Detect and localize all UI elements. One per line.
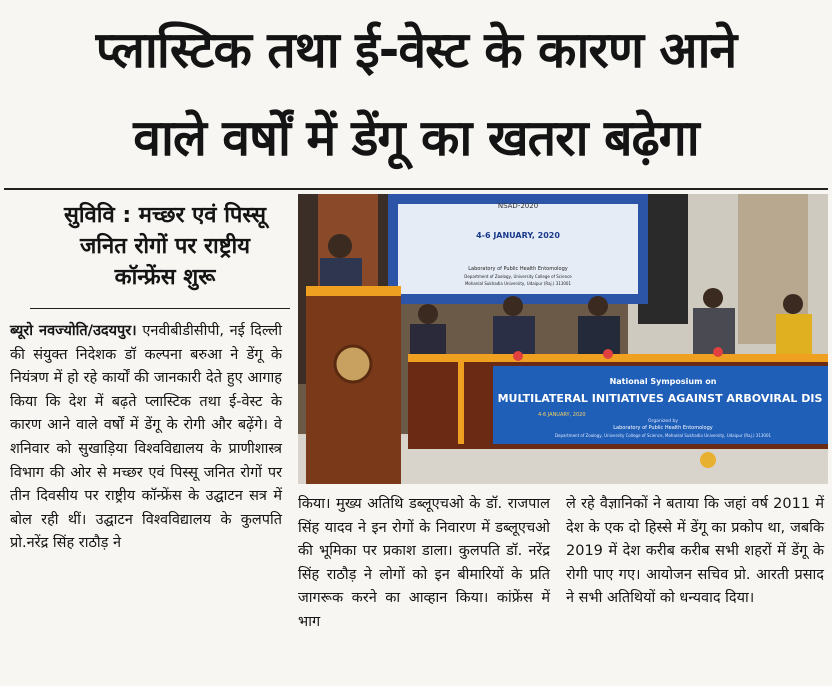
article-text-right: ले रहे वैज्ञानिकों ने बताया कि जहां वर्ष 2011 में देश के एक दो हिस्से में डेंगू का प्रकोप था, जबकि 2019 में देश करीब करीब सभी शहरों में डेंगू के रोगी पाए गए। आयोजन सचिव प्रो. आरती प्रसाद ने सभी अतिथियों को धन्यवाद दिया। bbox=[566, 496, 824, 607]
banner-org-3: Department of Zoology, University College of Science, Mohanlal Sukhadia University, Udaipur (Raj.) 313001 bbox=[554, 433, 772, 438]
headline-line-2: वाले वर्षों में डेंगू का खतरा बढ़ेगा bbox=[133, 109, 699, 167]
backdrop-dates: 4-6 JANUARY, 2020 bbox=[476, 231, 560, 240]
event-photo bbox=[298, 194, 828, 484]
article-column-left bbox=[10, 320, 282, 556]
banner-line-1: National Symposium on bbox=[609, 377, 717, 386]
banner-dates: 4-6 JANUARY, 2020 bbox=[538, 412, 586, 418]
backdrop-org-1: Laboratory of Public Health Entomology bbox=[468, 266, 568, 272]
university-emblem-icon bbox=[335, 346, 371, 382]
article-column-right bbox=[566, 493, 824, 611]
subhead-line-1: सुविवि : मच्छर एवं पिस्सू bbox=[63, 203, 267, 228]
subhead-line-3: कॉन्फ्रेंस शुरू bbox=[114, 265, 216, 290]
subheadline bbox=[30, 200, 300, 293]
article-text-left: एनवीबीडीसीपी, नई दिल्ली की संयुक्त निदेशक डॉ कल्पना बरुआ ने डेंगू के नियंत्रण में हो रहे कार्यों की जानकारी देते हुए आगाह किया कि देश में बढ़ते प्लास्टिक तथा ई-वेस्ट के कारण आने वाले वर्षों में डेंगू के रोगी और बढ़ेंगे। वे शनिवार को सुखाड़िया विश्वविद्यालय के प्राणीशास्त्र विभाग की ओर से मच्छर एवं पिस्सू जनित रोगों पर तीन दिवसीय पर राष्ट्रीय कॉन्फ्रेंस के उद्घाटन सत्र में बोल रही थीं। उद्घाटन विश्वविद्यालय के कुलपति प्रो.नरेंद्र सिंह राठौड़ ने bbox=[10, 323, 283, 552]
article-column-middle bbox=[298, 493, 550, 635]
backdrop-org-2: Department of Zoology, University College of Science bbox=[464, 274, 572, 279]
headline bbox=[0, 6, 832, 182]
byline: ब्यूरो नवज्योति/उदयपुर। bbox=[10, 323, 137, 339]
article-text-middle: किया। मुख्य अतिथि डब्लूएचओ के डॉ. राजपाल सिंह यादव ने इन रोगों के निवारण में डब्लूएचओ की भूमिका पर प्रकाश डाला। कुलपति डॉ. नरेंद्र सिंह राठौड़ ने लोगों को इन बीमारियों के प्रति जागरूक करने का आव्हान किया। कांफ्रेंस में भाग bbox=[298, 496, 550, 630]
banner-line-2: MULTILATERAL INITIATIVES AGAINST ARBOVIRAL DIS bbox=[497, 392, 823, 405]
headline-line-1: प्लास्टिक तथा ई-वेस्ट के कारण आने bbox=[95, 21, 737, 79]
speaker bbox=[328, 234, 352, 258]
subhead-line-2: जनित रोगों पर राष्ट्रीय bbox=[79, 234, 251, 259]
backdrop-title: NSAD-2020 bbox=[497, 202, 539, 210]
banner-org-1: Organized by bbox=[648, 419, 678, 424]
podium bbox=[306, 290, 401, 484]
banner-org-2: Laboratory of Public Health Entomology bbox=[613, 425, 713, 431]
headline-divider bbox=[4, 188, 828, 190]
subhead-divider bbox=[30, 308, 290, 309]
backdrop-org-3: Mohanlal Sukhadia University, Udaipur (Raj.) 313001 bbox=[464, 281, 572, 286]
